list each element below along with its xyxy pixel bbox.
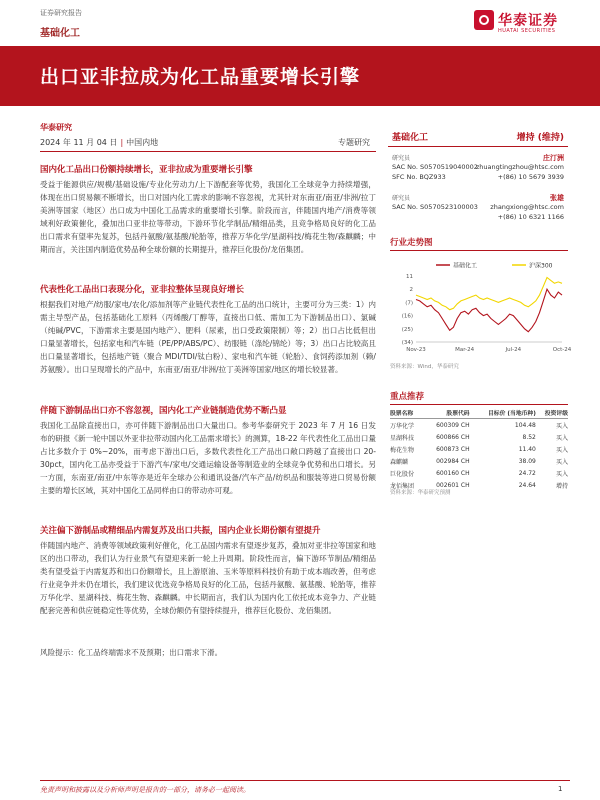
cell-target: 11.40 (518, 445, 536, 453)
analyst-email[interactable]: zhuangtingzhou@htsc.com (475, 163, 564, 171)
x-tick-label: Mar-24 (455, 347, 475, 353)
industry-rating-header (388, 128, 568, 147)
section-4-body: 伴随国内地产、消费等领域政策利好催化，化工品国内需求有望逐步复苏，叠加对亚非拉等国家和地区的出口带动，我们认为行业景气有望迎来新一轮上升周期。阶段性而言，偏下游环节制品/精细品类有望受益于内需复苏和出口份额增长，且上游原油、玉米等原料科技价有助于成本端改善，但考虑行业竞争并未仍在增长，我们建议优选竞争格局良好的化工品，包括丹氨酸、氨基酸、轮胎等，推荐万华化学、星湖科技、梅花生物、森麒麟。中长期而言，我们认为国内化工依托成本竞争力、产业链配套完善和供应链稳定性等优势，全球份额仍有望持续提升，推荐巨化股份、龙佰集团。 (40, 541, 376, 615)
trend-source: 资料来源：Wind，华泰研究 (390, 364, 459, 370)
logo-mark-icon (474, 10, 494, 30)
analyst-2 (392, 193, 564, 227)
cell-name: 星湖科技 (390, 434, 415, 442)
cell-code: 002984 CH (436, 457, 470, 465)
risk-warning: 风险提示：化工品终端需求不及预期；出口需求下滑。 (40, 648, 223, 657)
cell-target: 24.72 (518, 469, 536, 477)
trend-chart-svg (390, 258, 572, 358)
category-label: 基础化工 (40, 28, 80, 39)
logo-cn: 华泰证券 (498, 13, 558, 29)
table-row (390, 455, 568, 467)
cell-rating: 买入 (555, 434, 568, 442)
analyst-phone: +(86) 10 5679 3939 (497, 173, 564, 181)
x-tick-label: Oct-24 (552, 347, 572, 353)
recommend-title: 重点推荐 (390, 390, 568, 405)
table-row (390, 467, 568, 479)
cell-rating: 买入 (555, 446, 568, 454)
company-logo (474, 10, 574, 36)
cell-target: 38.09 (518, 457, 536, 465)
th-code: 股票代码 (423, 407, 469, 419)
disclaimer: 免责声明和披露以及分析师声明是报告的一部分，请务必一起阅读。 (40, 786, 250, 794)
y-tick-label: (25) (401, 326, 413, 333)
y-tick-label: (34) (401, 340, 413, 346)
table-row (390, 419, 568, 432)
series-line (416, 278, 562, 310)
x-tick-label: Jul-24 (505, 347, 522, 353)
cell-name: 梅花生物 (390, 446, 415, 454)
cell-rating: 买入 (555, 470, 568, 478)
cell-rating: 买入 (555, 458, 568, 466)
section-1-body: 受益于能源供应/规模/基础设施/专业化劳动力/上下游配套等优势，我国化工全球竞争力持续增强，体现在出口贸易额不断增长，出口对国内化工需求的影响不容忽视，尤其针对东南亚/南亚/非洲/拉丁美洲等国家（地区）出口成为中国化工品需求的重要增长引擎。阶段而言，伴随国内地产/消费等领域利好政策催化，叠加出口亚非拉等带动，下游环节化学制品/精细品类，且竞争格局良好的化工品出口需求有望率先复苏，包括丹氨酸/氨基酸/轮胎等，推荐万华化学/星湖科技/梅花生物/森麒麟；中期而言，关注国内制造优势品种全球份额的长期提升，推荐巨化股份/龙佰集团。 (40, 180, 376, 254)
analyst-role: 研究员 (392, 155, 411, 162)
table-header-row (390, 407, 568, 419)
cell-target: 8.52 (522, 433, 536, 441)
date-region: 2024 年 11 月 04 日 | 中国内地 (40, 138, 159, 147)
cell-name: 万华化学 (390, 422, 415, 430)
table-source: 资料来源：华泰研究预测 (390, 490, 451, 496)
report-type-label: 证券研究报告 (40, 9, 82, 17)
analyst-email[interactable]: zhangxiong@htsc.com (490, 203, 564, 211)
section-2-title: 代表性化工品出口表现分化，亚非拉整体呈现良好增长 (40, 285, 245, 295)
page-number: 1 (558, 785, 563, 793)
section-3-body: 我国化工品除直接出口，亦可伴随下游制品出口大量出口。参考华泰研究于 2023 年 7 月 16 日发布的研报《新一轮中国以外亚非拉带动国内化工品需求增长》的测算，18-22 年代表性化工品出口量占比多数介于 0%~20%，而考虑下游出口后，多数代表性化工产品出口敞口跨越了直接出口 20-30pct，国内化工品亦受益于下游汽车/家电/交通运输设备等制造业的全球竞争优势和出口增长。另一方面，东南亚/南亚/中东等亦是近年全球办公和通讯设备/汽车产品/纺织品和服装等进口贸易份额主要的增长区域，其对中国化工品同样由口的带动亦可观。 (40, 421, 376, 495)
analyst-sac: SAC No. S0570523100003 (392, 203, 478, 211)
cell-code: 600160 CH (436, 469, 470, 477)
th-name: 股票名称 (390, 407, 423, 419)
analyst-name: 庄汀洲 (543, 154, 564, 162)
section-3-title: 伴随下游制品出口亦不容忽视，国内化工产业链制造优势不断凸显 (40, 406, 287, 416)
cell-rating: 增持 (555, 482, 568, 490)
header-rule (40, 151, 376, 152)
series-line (416, 289, 562, 332)
section-1-title: 国内化工品出口份额持续增长，亚非拉成为重要增长引擎 (40, 165, 253, 175)
y-tick-label: (16) (401, 313, 413, 320)
th-rating: 投资评级 (536, 407, 568, 419)
legend-label: 沪深300 (529, 262, 553, 270)
cell-code: 600866 CH (436, 433, 470, 441)
sidebar-industry: 基础化工 (392, 133, 429, 143)
cell-rating: 买入 (555, 422, 568, 430)
analyst-name: 张雄 (550, 194, 564, 202)
cell-name: 龙佰集团 (390, 482, 415, 490)
analyst-sac: SAC No. S0570519040002 (392, 163, 478, 171)
th-target: 目标价 (当地币种) (470, 407, 536, 419)
x-tick-label: Nov-23 (406, 347, 426, 353)
cell-name: 巨化股份 (390, 470, 415, 478)
legend-label: 基础化工 (453, 262, 478, 270)
analyst-1 (392, 153, 564, 197)
trend-chart (390, 258, 572, 358)
region: 中国内地 (126, 138, 159, 147)
report-title: 出口亚非拉成为化工品重要增长引擎 (40, 66, 361, 88)
recommend-table (390, 407, 568, 491)
analyst-role: 研究员 (392, 195, 411, 202)
report-date: 2024 年 11 月 04 日 (40, 138, 118, 147)
analyst-sfc: SFC No. BQZ933 (392, 173, 446, 181)
section-2-body: 根据我们对地产/纺服/家电/农化/添加剂等产业链代表性化工品的出口统计，主要可分为三类：1）内需主导型产品，包括基础化工原料（丙烯酸/丁醇等，直接出口低、需加工为下游制品出口）、氯碱（纯碱/PVC，下游需求主要是国内地产）、肥料（尿素，出口受政策限制）等；2）出口占比低但出口量显著增长，包括家电和汽车链（PE/PP/ABS/PC）、纺服链（涤纶/锦纶）等；3）出口占比较高且出口量显著增长，包括地产链（聚合 MDI/TDI/钛白粉）、家电和汽车链（轮胎）、食饲药添加剂（赖/苏氨酸）。出口呈现增长的产品中，东南亚/南亚/非洲/拉丁美洲等国家/地区的增长较显著。 (40, 300, 376, 374)
y-tick-label: 2 (409, 287, 413, 294)
footer-rule (40, 780, 570, 781)
research-brand: 华泰研究 (40, 123, 72, 132)
section-4-title: 关注偏下游制品或精细品内需复苏及出口共振，国内企业长期份额有望提升 (40, 526, 321, 536)
table-row (390, 431, 568, 443)
cell-name: 森麒麟 (390, 458, 409, 466)
sidebar-rating: 增持 (维持) (516, 133, 564, 143)
cell-code: 600309 CH (436, 421, 470, 429)
logo-en: HUATAI SECURITIES (498, 28, 556, 34)
table-row (390, 443, 568, 455)
cell-code: 600873 CH (436, 445, 470, 453)
research-type: 专题研究 (338, 138, 370, 147)
cell-target: 24.64 (518, 481, 536, 489)
cell-code: 002601 CH (436, 481, 470, 489)
y-tick-label: 11 (406, 274, 413, 280)
cell-target: 104.48 (514, 421, 536, 429)
trend-title: 行业走势图 (390, 236, 568, 251)
analyst-phone: +(86) 10 6321 1166 (497, 213, 564, 221)
y-tick-label: (7) (405, 300, 413, 307)
